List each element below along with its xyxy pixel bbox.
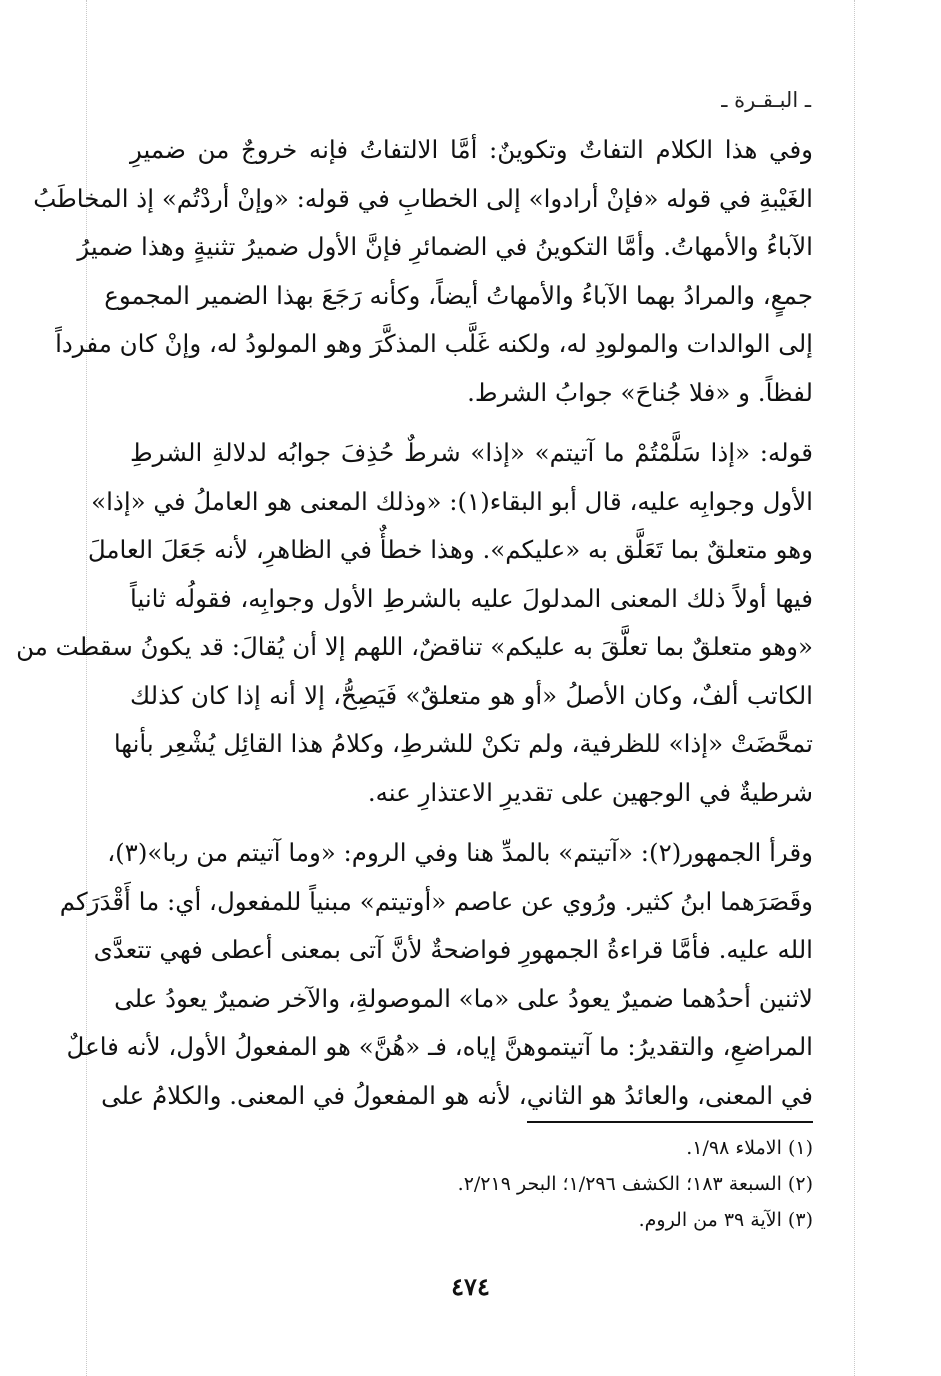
text-line: قوله: «إذا سَلَّمْتُمْ ما آتيتم» «إذا» شرطٌ حُذِفَ جوابُه لدلالةِ الشرطِ [130, 438, 813, 467]
text-line: لفظاً. و «فلا جُناحَ» جوابُ الشرط. [467, 377, 813, 407]
text-line: وقَصَرَهما ابنُ كثير. ورُوي عن عاصم «أوتيتم» مبنياً للمفعول، أي: ما أَقْدَرَكم [59, 886, 813, 916]
text-line: في المعنى، والعائدُ هو الثاني، لأنه هو المفعولُ في المعنى. والكلامُ على [101, 1080, 813, 1110]
text-line: إلى الوالدات والمولودِ له، ولكنه غَلَّب المذكَّرَ وهو المولودُ له، وإنْ كان مفرداً [55, 329, 813, 358]
text-line: وهو متعلقٌ بما تَعَلَّق به «عليكم». وهذا خطأٌ في الظاهرِ، لأنه جَعَلَ العاملَ [87, 535, 813, 564]
scan-guide-line-right [854, 0, 855, 1376]
footnote-separator [527, 1121, 813, 1123]
text-line: شرطيةٌ في الوجهين على تقديرِ الاعتذارِ عنه. [367, 777, 813, 807]
text-line: «وهو متعلقٌ بما تعلَّقَ به عليكم» تناقضٌ، اللهم إلا أن يُقالَ: قد يكونُ سقطت من [16, 632, 813, 661]
paragraph-1 [33, 126, 813, 417]
text-line: لاثنين أحدُهما ضميرٌ يعودُ على «ما» الموصولةِ، والآخر ضميرٌ يعودُ على [114, 983, 813, 1013]
footnote-3: (٣) الآية ٣٩ من الروم. [638, 1209, 813, 1231]
text-line: الآباءُ والأمهاتُ. وأمَّا التكوينُ في الضمائرِ فإنَّ الأول ضميرُ تثنيةٍ وهذا ضميرُ [77, 232, 813, 261]
footnotes [130, 1130, 813, 1238]
text-line: المراضعِ، والتقديرُ: ما آتيتموهنَّ إياه، فـ «هُنَّ» هو المفعولُ الأول، لأنه فاعلٌ [66, 1032, 813, 1061]
text-line: جمعٍ، والمرادُ بهما الآباءُ والأمهاتُ أيضاً، وكأنه رَجَعَ بهذا الضمير المجموع [104, 280, 813, 310]
paragraph-2 [16, 429, 813, 817]
text-line: فيها أولاً ذلك المعنى المدلولَ عليه بالشرطِ الأول وجوابِه، فقولُه ثانياً [130, 583, 813, 613]
footnote-1: (١) الاملاء ١/٩٨. [686, 1137, 813, 1159]
paragraph-3 [59, 829, 813, 1120]
text-line: الغَيْبةِ في قوله «فإنْ أرادوا» إلى الخطابِ في قوله: «وإنْ أردْتُم» إذ المخاطَبُ [33, 183, 813, 213]
text-line: وقرأ الجمهور(٢): «آتيتم» بالمدِّ هنا وفي الروم: «وما آتيتم من ربا»(٣)، [107, 838, 813, 867]
footnote-2: (٢) السبعة ١٨٣؛ الكشف ١/٢٩٦؛ البحر ٢/٢١٩. [457, 1173, 813, 1195]
main-text [16, 126, 813, 1132]
page-number: ٤٧٤ [451, 1272, 490, 1301]
text-line: وفي هذا الكلام التفاتٌ وتكوينٌ: أمَّا الالتفاتُ فإنه خروجٌ من ضميرِ [130, 135, 813, 164]
text-line: الكاتب ألفٌ، وكان الأصلُ «أو هو متعلقٌ» فَيَصِحُّ، إلا أنه إذا كان كذلك [130, 680, 813, 710]
text-line: تمحَّضَتْ «إذا» للظرفية، ولم تكنْ للشرطِ، وكلامُ هذا القائِل يُشْعِر بأنها [113, 729, 813, 758]
text-line: الله عليه. فأمَّا قراءةُ الجمهورِ فواضحةٌ لأنَّ آتى بمعنى أعطى فهي تتعدَّى [93, 935, 813, 964]
running-header: ـ البـقـرة ـ [721, 88, 811, 112]
text-line: الأول وجوابِه عليه، قال أبو البقاء(١): «وذلك المعنى هو العاملُ في «إذا» [91, 486, 813, 516]
